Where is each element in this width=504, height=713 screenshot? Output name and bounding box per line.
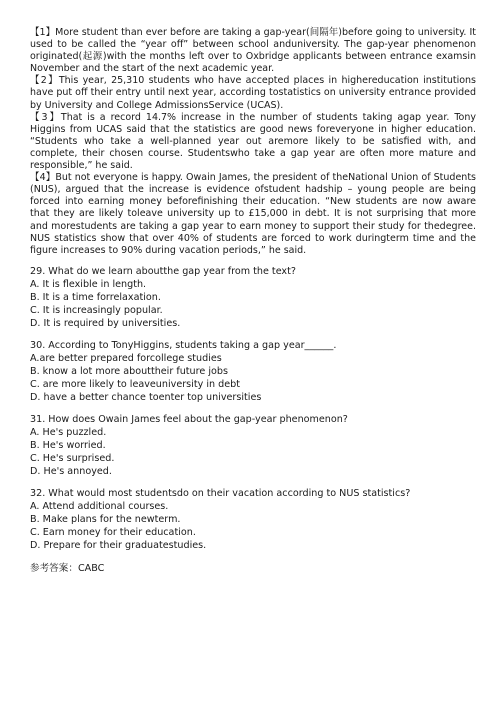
option-c: C. Earn money for their education. <box>30 526 196 538</box>
question-29 <box>30 265 476 330</box>
question-list <box>30 265 476 552</box>
option-a: A. He's puzzled. <box>30 426 107 438</box>
question-stem: 30. According to TonyHiggins, students taking a gap year______. <box>30 339 337 351</box>
option-c: C. are more likely to leaveuniversity in debt <box>30 378 240 390</box>
option-d: D. Prepare for their graduatestudies. <box>30 539 207 551</box>
reading-passage <box>30 27 476 257</box>
option-b: B. Make plans for the newterm. <box>30 513 181 525</box>
question-stem: 32. What would most studentsdo on their vacation according to NUS statistics? <box>30 487 411 499</box>
answer-key: 参考答案：CABC <box>30 562 105 574</box>
question-32 <box>30 487 476 552</box>
option-c: C. It is increasingly popular. <box>30 304 163 316</box>
option-a: A. It is flexible in length. <box>30 278 147 290</box>
option-b: B. He's worried. <box>30 439 106 451</box>
question-30 <box>30 339 476 404</box>
paragraph-3: 【3】That is a record 14.7% increase in the number of students taking agap year. Tony Higgins from UCAS said that the statistics are good news foreveryone in higher education. “Students who take a well-planned year out aremore likely to be satisfied with, and complete, their chosen course. Studentswho take a gap year are often more mature and responsible,” he said. <box>30 111 476 172</box>
document-page <box>30 27 476 575</box>
option-d: D. It is required by universities. <box>30 317 181 329</box>
paragraph-1: 【1】More student than ever before are taking a gap-year(间隔年)before going to university. It used to be called the “year off” between school anduniversity. The gap-year phenomenon originated(起源)with the months left over to Oxbridge applicants between entrance examsin November and the start of the next academic year. <box>30 27 476 75</box>
option-c: C. He's surprised. <box>30 452 115 464</box>
question-31 <box>30 413 476 478</box>
option-b: B. know a lot more abouttheir future jobs <box>30 365 228 377</box>
paragraph-4: 【4】But not everyone is happy. Owain James, the president of theNational Union of Students (NUS), argued that the increase is evidence ofstudent hadship – young people are being forced into earning money beforefinishing their education. “New students are now aware that they are likely toleave university up to £15,000 in debt. It is not surprising that more and morestudents are taking a gap year to earn money to support their study for thedegree. NUS statistics show that over 40% of students are forced to work duringterm time and the figure increases to 90% during vacation periods,” he said. <box>30 172 476 256</box>
question-stem: 29. What do we learn aboutthe gap year from the text? <box>30 265 296 277</box>
option-a: A.are better prepared forcollege studies <box>30 352 222 364</box>
option-d: D. have a better chance toenter top universities <box>30 391 262 403</box>
question-stem: 31. How does Owain James feel about the gap-year phenomenon? <box>30 413 348 425</box>
paragraph-2: 【2】This year, 25,310 students who have accepted places in highereducation institutions have put off their entry until next year, according tostatistics on university entrance provided by University and College AdmissionsService (UCAS). <box>30 75 476 111</box>
option-a: A. Attend additional courses. <box>30 500 169 512</box>
option-b: B. It is a time forrelaxation. <box>30 291 161 303</box>
option-d: D. He's annoyed. <box>30 465 112 477</box>
